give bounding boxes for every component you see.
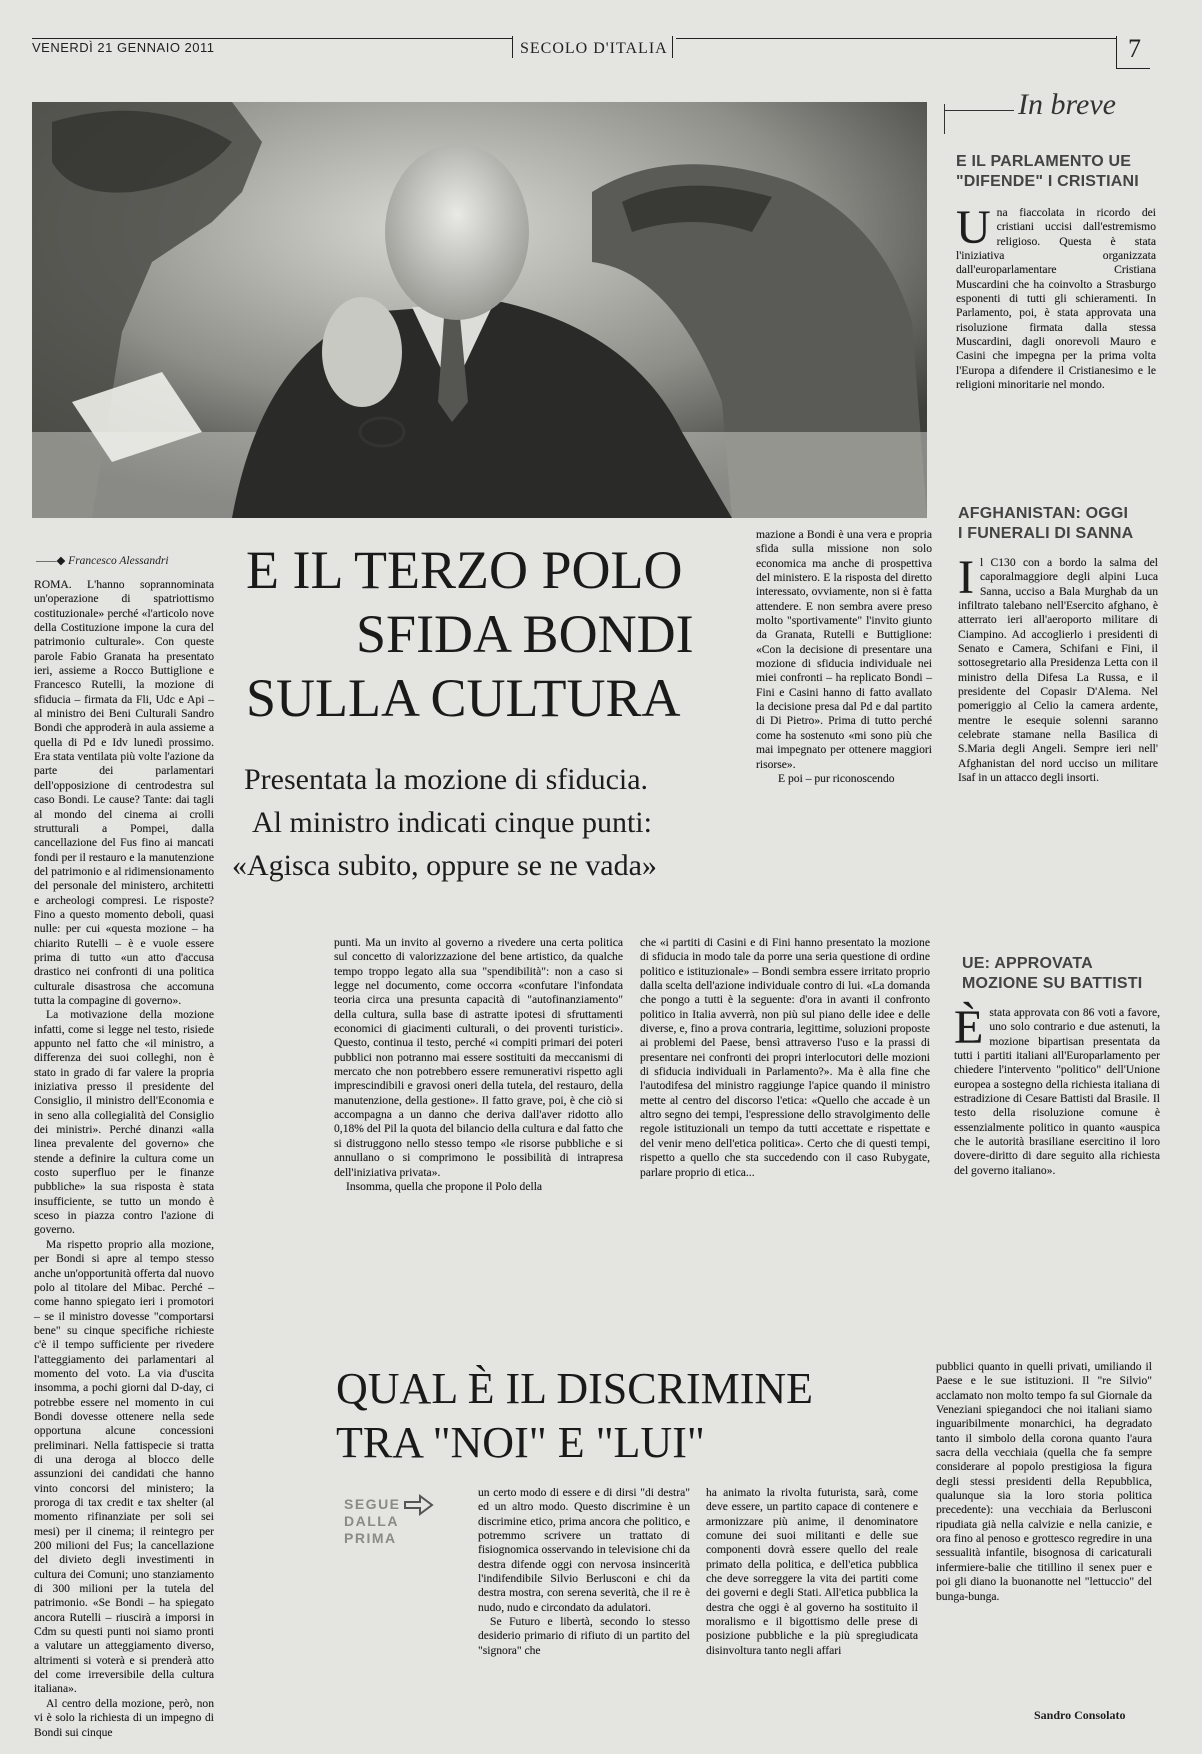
page-number: 7 bbox=[1128, 34, 1141, 63]
drop-cap: I bbox=[958, 551, 974, 604]
issue-date: VENERDÌ 21 GENNAIO 2011 bbox=[32, 40, 215, 55]
masthead-divider bbox=[672, 36, 673, 58]
title-line: E IL TERZO POLO bbox=[246, 540, 683, 600]
article-title bbox=[236, 538, 740, 744]
author-signature: Sandro Consolato bbox=[1034, 1708, 1126, 1722]
masthead-divider bbox=[512, 36, 513, 58]
editorial-column: ha animato la rivolta futurista, sarà, come deve essere, un partito capace di contenere e armonizzare più anime, il denominatore comune dei suoi militanti e delle sue componenti dovrà essere quello del reale primato della politica, e dell'etica pubblica che deve sorreggere la vita dei partiti come dei governi e degli Stati. All'etica pubblica la destra che oggi è al governo ha sostituito il moralismo e il bigottismo delle prese di posizione pubbliche e la più spregiudicata disinvoltura tanto negli affari bbox=[706, 1486, 918, 1657]
editorial-column: pubblici quanto in quelli privati, umiliando il Paese e le sue istituzioni. Il "re Silvio" acclamato non molto tempo fa sul Giornale da Veneziani spiegandoci che noi italiani siamo inguaribilmente monarchici, ha degradato tanto il simbolo della corona quanto l'aura sacra della vecchiaia (quella che fa sempre considerare al popolo prestigiosa la figura degli stessi presidenti della Repubblica, qualunque sia la loro storia politica precedente): una vecchiaia da Berlusconi ripudiata già nella calvizie e nella canizie, e ora fino al penoso e grottesco regredire in una sessualità infantile, bisognosa di caricaturali infermiere-balie che titillino il senex puer e poi gli diano la buonanotte nel "lettuccio" del bunga-bunga. bbox=[936, 1360, 1152, 1603]
brief-text: U na fiaccolata in ricordo dei cristiani uccisi dall'estremismo religioso. Questa è stata l'iniziativa organizzata dall'europarlamentare Cristiana Muscardini che ha coinvolto a Strasburgo esponenti di tutti gli schieramenti. In Parlamento, poi, è stata approvata una risoluzione firmata dalla stessa Muscardini, dagli onorevoli Mauro e Casini che impegna per la prima volta l'Europa a difendere il Cristianesimo e le religioni minoritarie nel mondo. bbox=[956, 201, 1156, 392]
byline-arrow: ——◆ bbox=[36, 555, 69, 567]
article-column: mazione a Bondi è una vera e propria sfida sulla missione non solo economica ma anche di prospettiva del ministero. E la risposta del diretto interessato, ovviamente, non si è fatta attendere. E non sembra avere preso molto "sportivamente" l'invito giunto da Granata, Rutelli e Buttiglione: «Con la decisione di presentare una mozione di sfiducia individuale nei miei confronti – ha replicato Bondi – Fini e Casini hanno di fatto avallato la decisione presa dal Pd e dal partito di Di Pietro». Prima di tutto perché come ha sostenuto «mi sono più che mai impegnato per ottenere maggiori risorse». E poi – pur riconoscendo bbox=[756, 528, 932, 785]
sidebar-frame-left bbox=[944, 104, 945, 134]
segue-label: SEGUE DALLA PRIMA bbox=[344, 1496, 401, 1546]
newspaper-name: SECOLO D'ITALIA bbox=[520, 40, 668, 57]
drop-cap: U bbox=[956, 201, 991, 254]
brief-logo: In breve bbox=[1018, 88, 1116, 121]
editorial-column: un certo modo di essere e di dirsi "di destra" ed un altro modo. Questo discrimine è un discrimine etico, prima ancora che politico, e potremmo scrivere un trattato di fisiognomica osservando in televisione chi da destra difende oggi con nervosa insincerità l'indifendibile Silvio Berlusconi e chi da destra mostra, con serena severità, che il re è nudo, nudo e circondato da adulatori. Se Futuro e libertà, secondo lo stesso desiderio primario di rifiuto di un partito del "signora" che bbox=[478, 1486, 690, 1657]
brief-title: UE: APPROVATA MOZIONE SU BATTISTI bbox=[962, 955, 1143, 992]
article-subtitle: Presentata la mozione di sfiducia. Al ministro indicati cinque punti: «Agisca subito, oppure se ne vada» bbox=[232, 763, 657, 882]
article-column: punti. Ma un invito al governo a rivedere una certa politica sul concetto di valorizzazione del bene artistico, da qualche tempo troppo legato alla sua "spendibilità": non a caso si legge nel documento, come occorra «confutare l'infondata teoria circa una presunta capacità di "autofinanziamento" della cultura, sulla base di astratte ipotesi di sfruttamenti economici di giacimenti culturali, o dei proventi turistici». Questo, continua il testo, perché «i compiti primari dei poteri pubblici non potranno mai essere sostituiti da meccanismi di mercato che non potrebbero essere remunerativi rispetto agli imprescindibili e gravosi oneri della tutela, del restauro, della manutenzione, della gestione». Il fatto grave, poi, è che ciò si accompagna a un danno che deriva dall'aver ridotto allo 0,18% del Pil la quota del bilancio della cultura e dal fatto che si distruggono nello stesso tempo «le risorse pubbliche e si annullano o si comprimono le possibilità di intrapresa dell'iniziativa privata». Insomma, quella che propone il Polo della bbox=[334, 936, 623, 1193]
brief-text: I l C130 con a bordo la salma del caporalmaggiore degli alpini Luca Sanna, ucciso a Bala Murghab da un infiltrato talebano nell'Esercito afghano, è atterrato ieri all'aeroporto militare di Ciampino. Ad accoglierlo i presidenti di Senato e Camera, Schifani e Fini, il sottosegretario alla Presidenza Letta con il ministro della Difesa La Russa, e il presidente del Copasir D'Alema. Nel pomeriggio al Celio la camera ardente, mentre le esequie solenni saranno celebrate stamane nella Basilica di S.Maria degli Angeli. Sempre ieri nell' Afghanistan del nord ucciso un militare Isaf in un attacco degli insorti. bbox=[958, 551, 1158, 785]
brief-text: È stata approvata con 86 voti a favore, uno solo contrario e due astenuti, la mozione bipartisan presentata da tutti i partiti italiani all'Europarlamento per chiedere l'intervento "politico" dell'Unione europea a sostegno della richiesta italiana di estradizione di Cesare Battisti dal Brasile. Il testo della risoluzione comune è essenzialmente politico in quanto «auspica che le autorità brasiliane esercitino il loro dovere-diritto di dare seguito alla richiesta del governo italiano». bbox=[954, 1001, 1160, 1177]
editorial-title: QUAL È IL DISCRIMINE TRA "NOI" E "LUI" bbox=[336, 1364, 814, 1467]
masthead-divider bbox=[1116, 36, 1117, 68]
title-line: SULLA CULTURA bbox=[246, 668, 681, 728]
brief-title: AFGHANISTAN: OGGI I FUNERALI DI SANNA bbox=[958, 505, 1134, 542]
article-column: che «i partiti di Casini e di Fini hanno presentato la mozione di sfiducia in modo tale da porre una seria questione di ordine politico e istituzionale» – Bondi sembra essere irritato proprio dalla scelta dell'azione individuale contro di lui. «La domanda che pongo a tutti è la seguente: d'ora in avanti il confronto politico in Italia avverrà, non più sul piano delle idee e delle diverse, e, fino a prova contraria, legittime, soluzioni proposte ai problemi del Paese, bensì attraverso l'uso e la prassi di presentare nei confronti dei propri interlocutori delle mozioni di sfiducia individuali in Parlamento?». Ma è alla fine che l'autodifesa del ministro raggiunge l'apice quando il ministro mette al centro del discorso l'etica: «Quello che accade è un altro segno dei tempi, l'espressione dello stravolgimento delle regole istituzionali un tempo da tutti accettate e rispettate e del venir meno dell'etica politica». Certo che di questi tempi, rispetto a quello che sta succedendo con il caso Rubygate, parlare proprio di etica... bbox=[640, 936, 930, 1179]
segue-arrow-icon bbox=[404, 1494, 434, 1521]
sidebar-frame-top bbox=[944, 110, 1014, 111]
drop-cap: È bbox=[954, 1001, 984, 1054]
brief-title: E IL PARLAMENTO UE "DIFENDE" I CRISTIANI bbox=[956, 153, 1139, 190]
article-column: ROMA. L'hanno soprannominata un'operazione di spatriottismo costituzionale» perché «l'articolo nove della Costituzione impone la cura del patrimonio culturale». Con queste parole Fabio Granata ha presentato ieri, assieme a Rocco Buttiglione e Francesco Rutelli, la mozione di sfiducia – firmata da Fli, Udc e Api – al ministro dei Beni Culturali Sandro Bondi che approderà in aula assieme a quella di Pd e Idv lunedì prossimo. Era stata ventilata più volte l'azione da parte dei parlamentari dell'opposizione di centrodestra sul caso Bondi. Le cause? Tante: dai tagli al mondo del cinema ai crolli strutturali a Pompei, dalla cancellazione del Fus fino ai mancati fondi per il restauro e la manutenzione del patrimonio e al ridimensionamento del personale del ministero, architetti e archeologi compresi. Le risposte? Fino a questo momento deboli, quasi nulle: per cui «questa mozione – ha chiarito Rutelli – è e vuole essere prima di tutto «un atto d'accusa drastico nei confronti di una politica culturale disastrosa che accomuna tutta la compagine di governo». La motivazione della mozione infatti, come si legge nel testo, risiede appunto nel fatto che «il ministro, a differenza dei suoi colleghi, non è stato in grado di far valere la propria iniziativa presso il presidente del Consiglio, il ministro dell'Economia e in seno alla collegialità del Consiglio dei ministri». Perché dinanzi «alla linea prevalente del governo» che stende a definire la cultura come un costo superfluo per le finanze pubbliche» la sua risposta è stata insufficiente, se tutto un mondo è sceso in piazza contro l'azione di governo. Ma rispetto proprio alla mozione, per Bondi si apre al tempo stesso anche un'opportunità offerta dal nuovo polo al titolare del Mibac. Perché – come hanno spiegato ieri i promotori – se il ministro dovesse "comportarsi bene" su cinque specifiche richieste c'è il tempo sufficiente per rivedere l'atteggiamento dei parlamentari al momento del voto. La via d'uscita insomma, a pochi giorni dal D-day, ci potrebbe essere nel momento in cui Bondi dovesse ottenere nella sede opportuna alcune concessioni preliminari. Nella fattispecie si tratta di una deroga al blocco delle assunzioni dei candidati che hanno vinto concorsi del ministero; la proroga di tax credit e tax shelter (al momento rifinanziate per soli sei mesi) per il cinema; il reintegro per 200 milioni del Fus; la cancellazione del divieto degli investimenti in cultura dei Comuni; uno stanziamento di 300 milioni per la tutela del patrimonio. «Se Bondi – ha spiegato ancora Rutelli – riuscirà a imporsi in Cdm su questi punti noi siamo pronti a valutare un atteggiamento diverso, altrimenti si voterà e si prenderà atto del come irreversibile della cultura italiana». Al centro della mozione, però, non vi è solo la richiesta di un impegno di Bondi sui cinque bbox=[34, 578, 214, 1739]
photo-minister bbox=[32, 102, 927, 518]
photo-scene bbox=[32, 102, 927, 518]
title-line: SFIDA BONDI bbox=[356, 604, 694, 664]
byline: ——◆ Francesco Alessandri bbox=[36, 555, 169, 567]
